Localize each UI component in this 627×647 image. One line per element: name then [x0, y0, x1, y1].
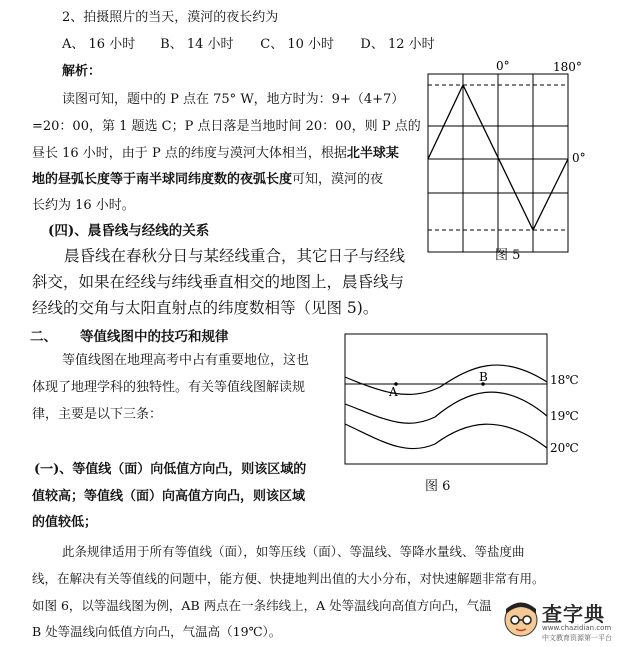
bold-phrase-start: 北半球某: [346, 146, 399, 161]
rule1-body-line-3: 如图 6，以等温线图为例，AB 两点在一条纬线上，A 处等温线向高值方向凸，气温: [32, 598, 492, 613]
fig5-label-0-right: 0°: [572, 151, 586, 165]
fig5-label-0-top: 0°: [496, 59, 510, 73]
analysis-line-2: =20：00，第 1 题选 C；P 点日落是当地时间 20：00，则 P 点的: [32, 119, 421, 134]
rule1-line-2: 值较高；等值线（面）向高值方向凸，则该区域: [32, 489, 306, 504]
analysis-heading: 解析：: [62, 64, 102, 79]
rule1-body-line-1: 此条规律适用于所有等值线（面），如等压线（面）、等温线、等降水量线、等盐度曲: [62, 544, 525, 559]
rule1-body-line-2: 线，在解决有关等值线的问题中，能方便、快捷地判出值的大小分布，对快速解题非常有用。: [32, 571, 545, 586]
option-a: A、 16 小时: [62, 37, 136, 52]
option-c: C、 10 小时: [260, 37, 335, 52]
figure-6-isotherm-map: [340, 332, 627, 470]
fig6-frame: [345, 334, 547, 464]
rule1-line-3: 的值较低；: [32, 515, 98, 530]
section4-line-3: 经线的交角与太阳直射点的纬度数相等（见图 5)。: [32, 299, 379, 317]
mascot-icon: [502, 598, 540, 642]
analysis-line-4: 地的昼弧长度等于南半球同纬度数的夜弧长度可知，漠河的夜: [32, 172, 384, 187]
fig6-caption: 图 6: [425, 479, 451, 494]
fig6-label-18: 18℃: [550, 373, 579, 387]
fig6-label-20: 20℃: [550, 441, 579, 455]
analysis-line-1: 读图可知，题中的 P 点在 75° W，地方时为：9+（4+7）: [62, 92, 405, 107]
analysis-line-5: 长约为 16 小时。: [32, 198, 135, 213]
section4-line-1: 晨昏线在春秋分日与某经线重合，其它日子与经线: [64, 247, 406, 265]
fig6-label-b: B: [479, 370, 488, 384]
fig6-label-a: A: [389, 385, 398, 399]
watermark-url: www.chazidian.com: [542, 624, 612, 632]
figure-5-diagram: [420, 58, 620, 258]
watermark-slogan: 中文教育资源第一平台: [542, 634, 612, 642]
watermark-name: 查字典: [542, 602, 605, 626]
option-d: D、 12 小时: [360, 37, 435, 52]
section4-line-2: 斜交，如果在经线与纬线垂直相交的地图上，晨昏线与: [32, 273, 405, 291]
isotherm-19: [345, 392, 547, 423]
section2-number: 二、: [30, 329, 57, 345]
fig5-label-180: 180°: [553, 60, 582, 74]
section2-line-1: 等值线图在地理高考中占有重要地位，这也: [62, 353, 310, 368]
fig5-caption: 图 5: [495, 248, 521, 263]
section2-line-2: 体现了地理学科的独特性。有关等值线图解读规: [32, 380, 306, 395]
isotherm-20: [345, 424, 547, 449]
rule1-line-1: (一)、等值线（面）向低值方向凸，则该区域的: [34, 462, 307, 477]
option-b: B、 14 小时: [160, 37, 234, 52]
section4-heading: (四)、晨昏线与经线的关系: [48, 223, 210, 239]
rule1-body-line-4: B 处等温线向低值方向凸，气温高（19℃）。: [32, 624, 282, 639]
watermark-logo: [500, 596, 624, 644]
question-stem: 2、拍摄照片的当天，漠河的夜长约为: [62, 10, 279, 25]
isotherm-18: [345, 365, 547, 394]
bold-phrase: 的昼弧长度等于南半球同纬度数的夜弧长度: [45, 172, 293, 187]
analysis-line-3: 昼长 16 小时，由于 P 点的纬度与漠河大体相当，根据北半球某: [32, 146, 399, 161]
section2-heading: 等值线图中的技巧和规律: [80, 329, 229, 345]
section2-line-3: 律，主要是以下三条：: [32, 407, 163, 422]
answer-options: [62, 36, 435, 54]
fig6-label-19: 19℃: [550, 409, 579, 423]
